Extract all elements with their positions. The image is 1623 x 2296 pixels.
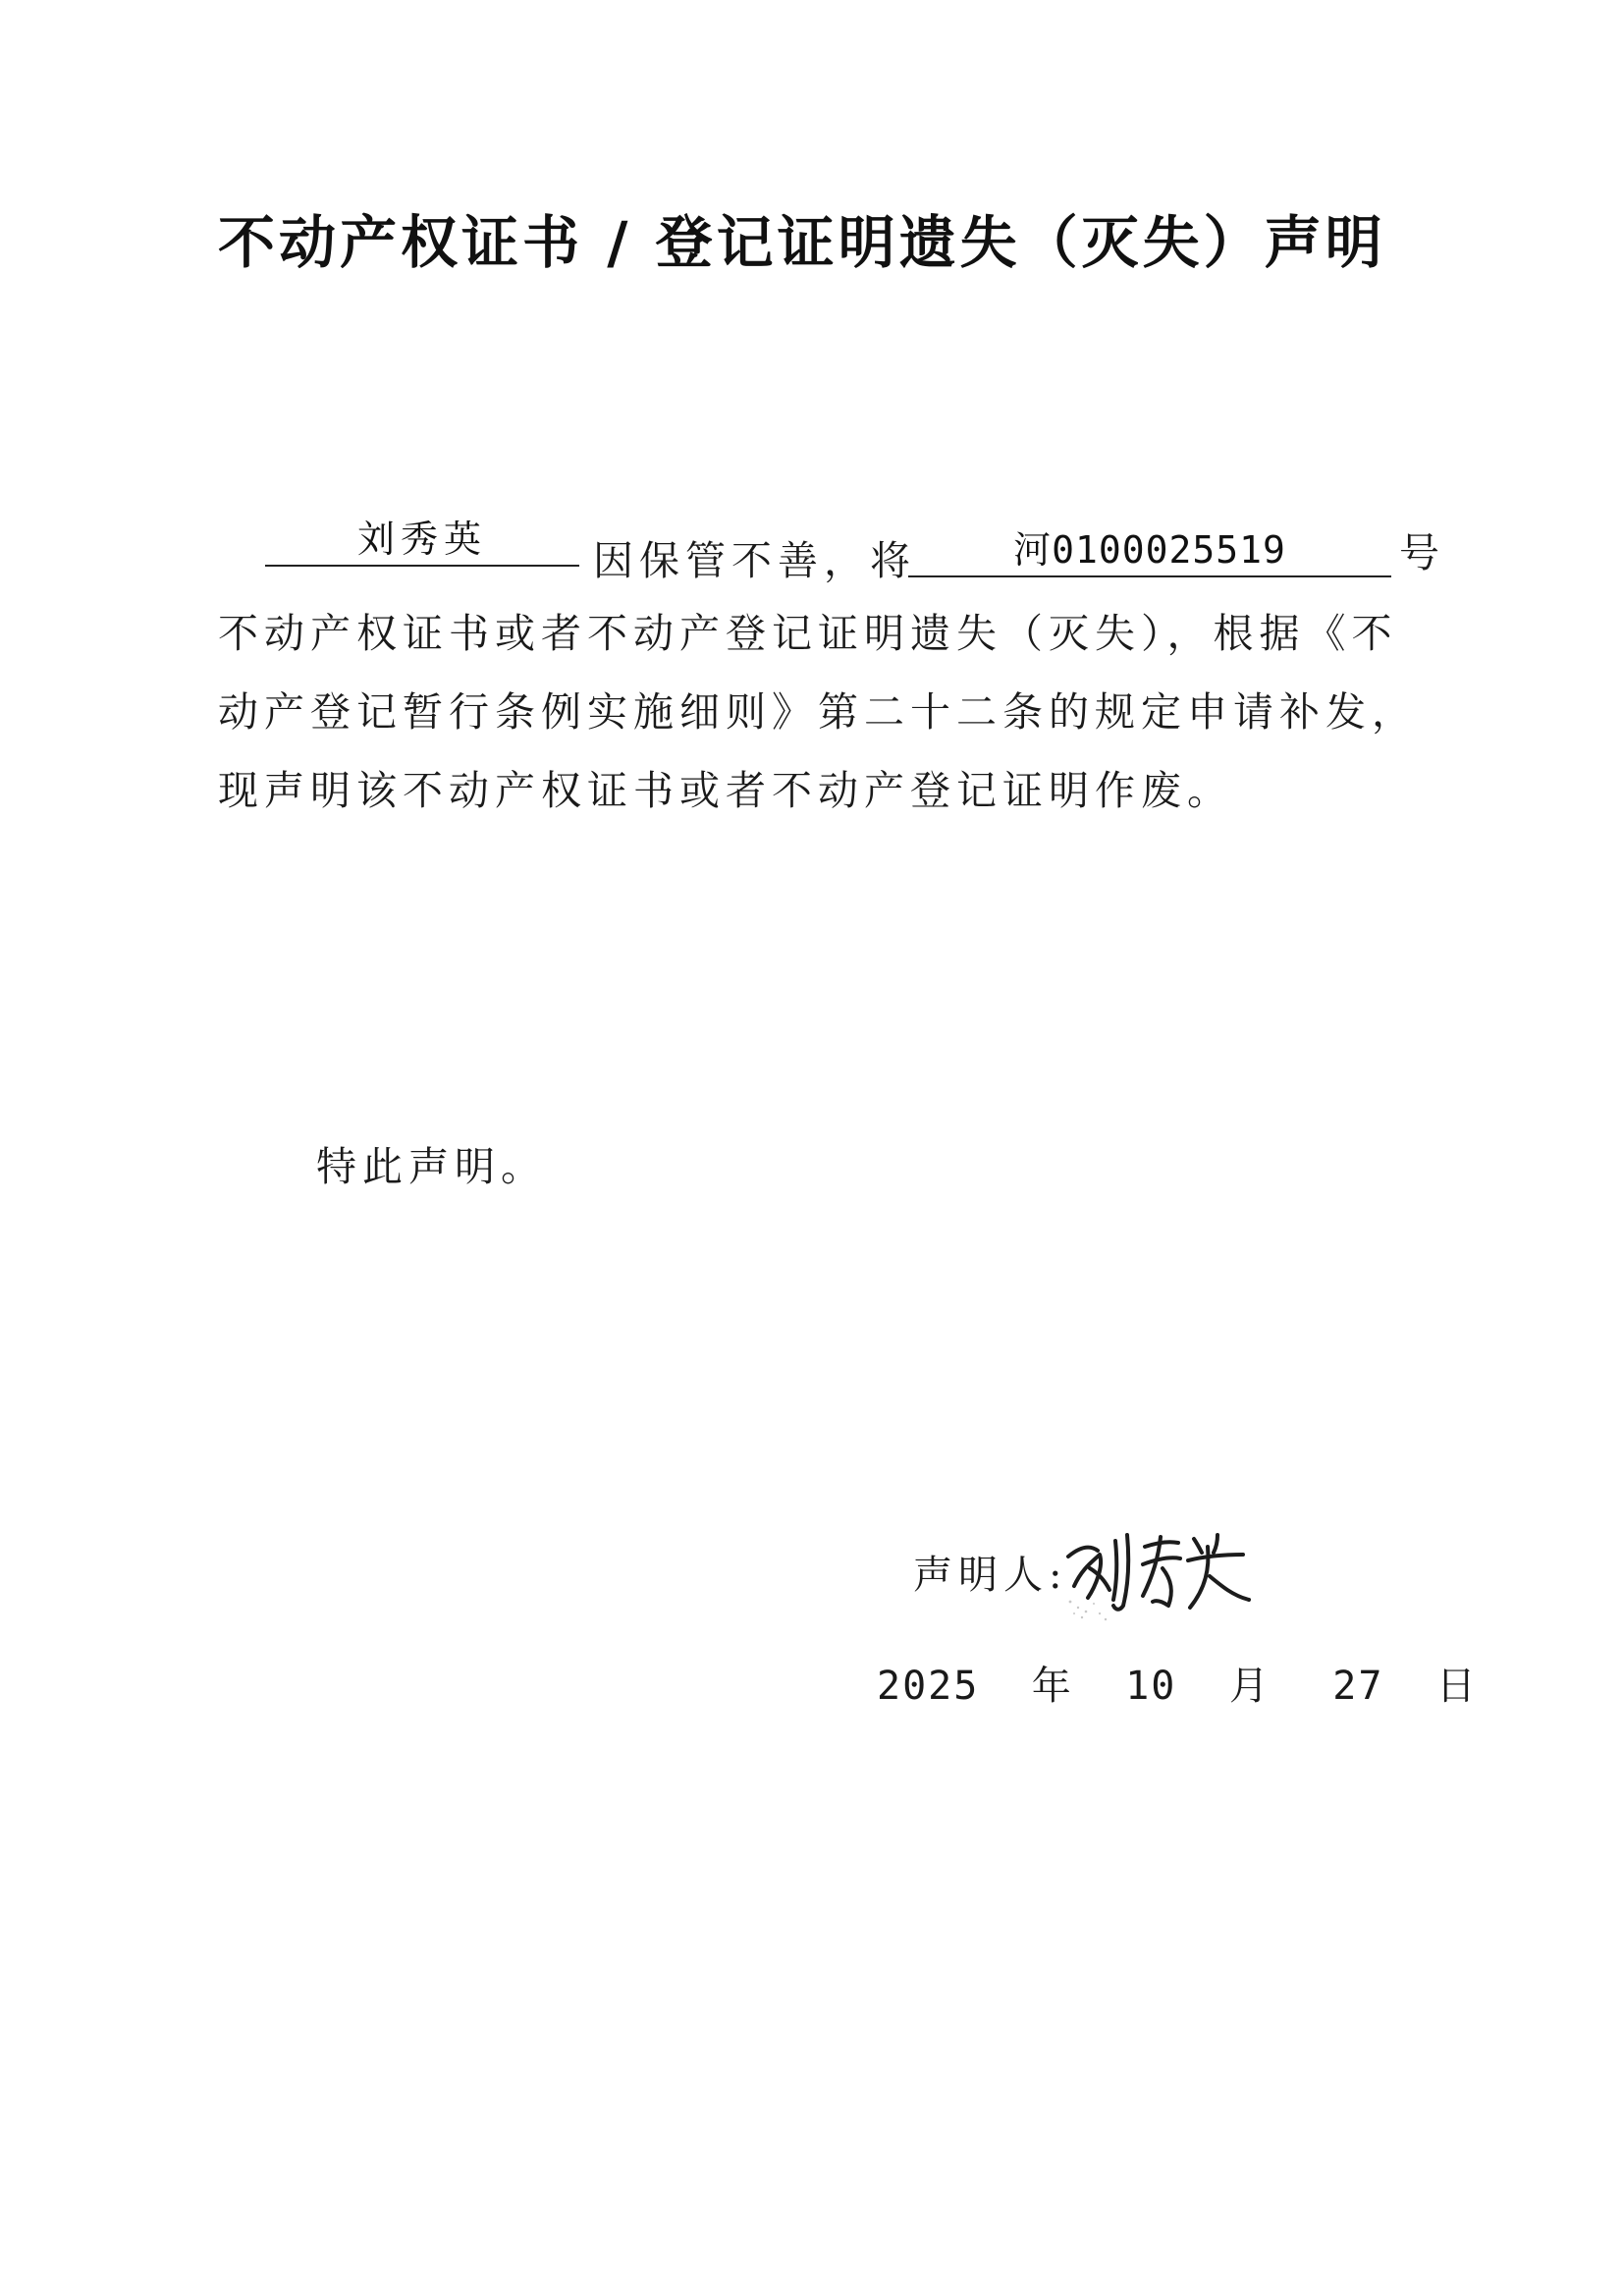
date-month-unit: 月 bbox=[1228, 1664, 1271, 1709]
date-day-unit: 日 bbox=[1435, 1664, 1478, 1709]
document-title: 不动产权证书 / 登记证明遗失（灭失）声明 bbox=[218, 209, 1386, 276]
closing-text: 特此声明。 bbox=[316, 1143, 547, 1190]
owner-name-field: 刘秀英 bbox=[265, 518, 579, 567]
statement-line-2: 动产登记暂行条例实施细则》第二十二条的规定申请补发， bbox=[218, 688, 1418, 736]
date-day: 27 bbox=[1332, 1664, 1384, 1709]
statement-text-hao: 号 bbox=[1399, 529, 1445, 576]
handwritten-signature bbox=[1060, 1517, 1257, 1625]
date-year-unit: 年 bbox=[1031, 1664, 1073, 1709]
date-year: 2025 bbox=[877, 1664, 980, 1709]
certificate-number-field: 河0100025519 bbox=[908, 528, 1391, 577]
date-month: 10 bbox=[1125, 1664, 1177, 1709]
declarant-label: 声明人: bbox=[913, 1553, 1068, 1598]
statement-line-3: 现声明该不动产权证书或者不动产登记证明作废。 bbox=[218, 767, 1233, 814]
statement-text-after-name: 因保管不善，将 bbox=[593, 537, 916, 584]
statement-line-1: 不动产权证书或者不动产登记证明遗失（灭失），根据《不 bbox=[218, 610, 1398, 657]
declaration-date bbox=[877, 1655, 1478, 1711]
